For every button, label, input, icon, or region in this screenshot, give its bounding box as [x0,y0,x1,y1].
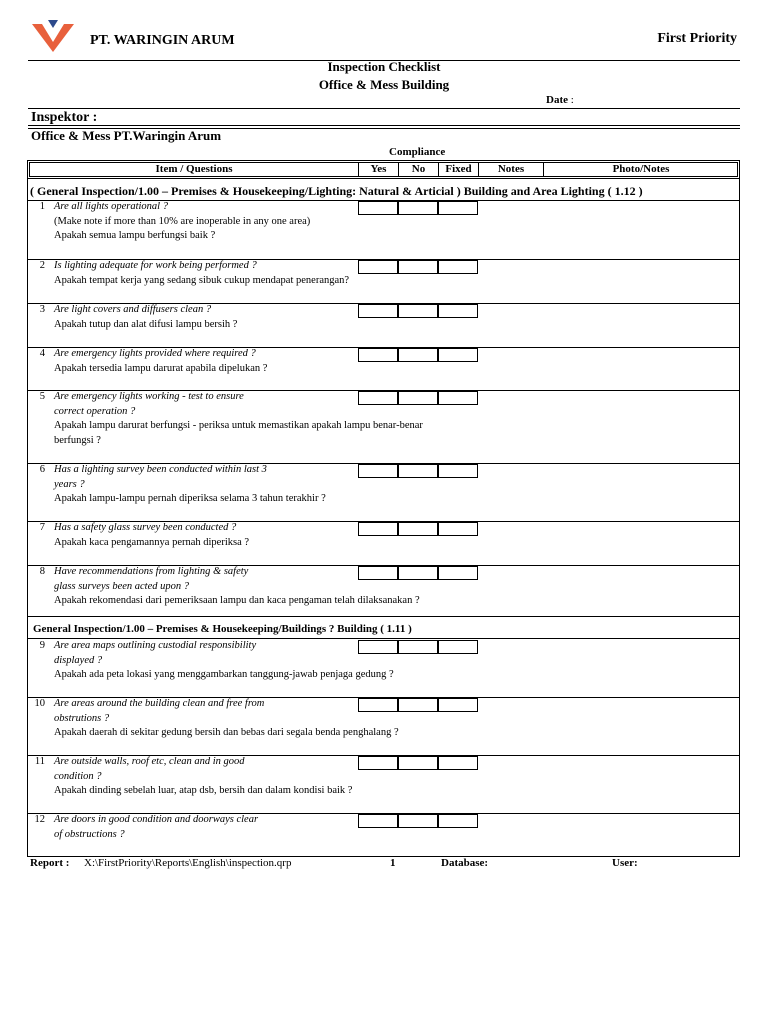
brand-name: First Priority [657,31,737,46]
col-item-questions: Item / Questions [155,163,233,175]
checkbox-no[interactable] [398,566,438,580]
row-separator [27,697,740,698]
item-question: Are all lights operational ? [54,201,168,212]
date-separator: : [570,94,574,106]
page-number: 1 [390,857,396,869]
checkbox-fixed[interactable] [438,260,478,274]
col-photo-notes: Photo/Notes [543,162,738,177]
item-translation: Apakah tempat kerja yang sedang sibuk cukup mendapat penerangan? [54,274,350,286]
row-separator [27,755,740,756]
item-question: Are light covers and diffusers clean ? [54,304,212,315]
item-number: 3 [39,304,45,315]
item-translation: Apakah ada peta lokasi yang menggambarkan tanggung-jawab penjaga gedung ? [54,669,394,680]
checkbox-no[interactable] [398,464,438,478]
col-notes: Notes [478,162,543,177]
compliance-checkboxes [358,566,478,580]
item-translation: berfungsi ? [54,434,101,446]
checkbox-no[interactable] [398,304,438,318]
checkbox-yes[interactable] [358,201,398,215]
item-question: Are emergency lights provided where required ? [54,348,256,359]
item-question: Is lighting adequate for work being performed ? [54,260,257,271]
section-heading: ( General Inspection/1.00 – Premises & Housekeeping/Lighting: Natural & Articial ) Building and Area Lighting ( 1.12 ) [30,184,643,198]
checkbox-fixed[interactable] [438,348,478,362]
checkbox-fixed[interactable] [438,464,478,478]
compliance-label: Compliance [389,146,446,158]
checkbox-yes[interactable] [358,464,398,478]
checkbox-yes[interactable] [358,640,398,654]
col-no: No [398,162,438,177]
checkbox-no[interactable] [398,814,438,828]
row-separator [27,259,740,260]
checkbox-fixed[interactable] [438,814,478,828]
location-title: Office & Mess PT.Waringin Arum [31,128,222,143]
checkbox-no[interactable] [398,348,438,362]
item-translation: Apakah rekomendasi dari pemeriksaan lampu dan kaca pengaman telah dilaksanakan ? [54,595,420,606]
row-separator [27,347,740,348]
compliance-checkboxes [358,814,478,828]
row-separator [27,390,740,391]
item-number: 2 [39,260,45,271]
item-translation: Apakah tutup dan alat difusi lampu bersih ? [54,318,238,330]
compliance-checkboxes [358,260,478,274]
company-name: PT. WARINGIN ARUM [90,33,235,48]
item-translation: Apakah lampu-lampu pernah diperiksa selama 3 tahun terakhir ? [54,493,326,504]
checkbox-yes[interactable] [358,566,398,580]
row-separator [27,521,740,522]
item-translation: Apakah lampu darurat berfungsi - periksa untuk memastikan apakah lampu benar-benar [54,420,423,431]
checkbox-yes[interactable] [358,756,398,770]
row-separator [27,463,740,464]
checkbox-no[interactable] [398,756,438,770]
divider [28,108,740,109]
report-label: Report : [30,857,70,869]
divider [28,125,740,126]
checkbox-fixed[interactable] [438,566,478,580]
item-translation: Apakah dinding sebelah luar, atap dsb, bersih dan dalam kondisi baik ? [54,785,353,796]
user-label: User: [612,857,638,869]
compliance-checkboxes [358,348,478,362]
item-number: 1 [39,201,45,212]
date-field [546,94,574,106]
compliance-checkboxes [358,201,478,215]
checkbox-no[interactable] [398,391,438,405]
item-question: Are outside walls, roof etc, clean and in good [54,756,245,767]
item-translation: Apakah kaca pengamannya pernah diperiksa ? [54,536,250,548]
item-question: displayed ? [54,654,103,666]
checkbox-no[interactable] [398,698,438,712]
item-translation: Apakah daerah di sekitar gedung bersih dan bebas dari segala benda penghalang ? [54,727,399,738]
item-number: 8 [39,566,45,577]
checkbox-fixed[interactable] [438,304,478,318]
item-translation: Apakah tersedia lampu darurat apabila dipelukan ? [54,362,268,374]
checkbox-yes[interactable] [358,698,398,712]
compliance-checkboxes [358,464,478,478]
item-translation: Apakah semua lampu berfungsi baik ? [54,230,216,241]
checkbox-fixed[interactable] [438,640,478,654]
item-question: Has a safety glass survey been conducted ? [54,522,237,533]
checkbox-no[interactable] [398,640,438,654]
checkbox-yes[interactable] [358,348,398,362]
item-number: 6 [39,464,45,475]
item-number: 9 [39,640,45,651]
item-number: 7 [39,522,45,533]
item-number: 12 [34,814,45,825]
compliance-checkboxes [358,522,478,536]
checkbox-fixed[interactable] [438,756,478,770]
section-heading: General Inspection/1.00 – Premises & Housekeeping/Buildings ? Building ( 1.11 ) [33,623,412,635]
item-number: 11 [34,756,45,767]
checkbox-fixed[interactable] [438,522,478,536]
item-question: condition ? [54,770,102,782]
item-question: Are area maps outlining custodial responsibility [54,640,257,651]
item-translation: (Make note if more than 10% are inoperable in any one area) [54,215,311,227]
item-question: glass surveys been acted upon ? [54,580,190,592]
report-path: X:\FirstPriority\Reports\English\inspection.qrp [84,857,292,869]
compliance-checkboxes [358,640,478,654]
compliance-checkboxes [358,304,478,318]
item-question: Has a lighting survey been conducted within last 3 [54,464,267,475]
checkbox-fixed[interactable] [438,391,478,405]
checkbox-yes[interactable] [358,304,398,318]
row-separator [27,565,740,566]
checkbox-yes[interactable] [358,260,398,274]
item-question: obstrutions ? [54,712,110,724]
checkbox-yes[interactable] [358,391,398,405]
checkbox-fixed[interactable] [438,698,478,712]
row-separator [27,303,740,304]
row-separator [27,616,740,617]
item-number: 5 [39,391,45,402]
item-question: of obstructions ? [54,828,125,840]
col-fixed: Fixed [438,162,478,177]
checkbox-no[interactable] [398,522,438,536]
checkbox-yes[interactable] [358,814,398,828]
item-question: Have recommendations from lighting & safety [54,566,249,577]
company-logo [32,20,74,52]
item-question: years ? [54,478,85,490]
compliance-checkboxes [358,756,478,770]
inspector-label: Inspektor : [31,110,98,125]
checkbox-no[interactable] [398,260,438,274]
col-yes: Yes [358,162,398,177]
checkbox-no[interactable] [398,201,438,215]
item-question: Are emergency lights working - test to ensure [54,391,244,402]
compliance-checkboxes [358,391,478,405]
database-label: Database: [441,857,489,869]
item-number: 10 [34,698,45,709]
item-question: Are areas around the building clean and free from [54,698,265,709]
item-question: Are doors in good condition and doorways clear [54,814,259,825]
checkbox-fixed[interactable] [438,201,478,215]
row-separator [27,813,740,814]
item-number: 4 [39,348,45,359]
compliance-checkboxes [358,698,478,712]
date-label: Date [546,94,568,106]
document-subtitle: Office & Mess Building [318,77,450,92]
checkbox-yes[interactable] [358,522,398,536]
item-question: correct operation ? [54,405,136,417]
document-title: Inspection Checklist [327,59,441,74]
